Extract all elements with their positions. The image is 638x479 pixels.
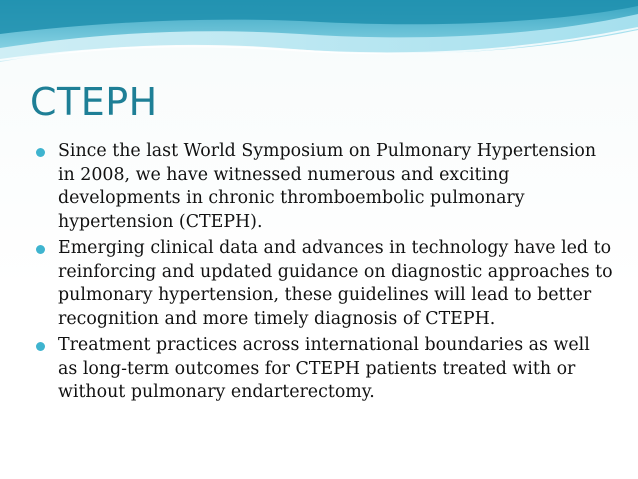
bullet-text: Since the last World Symposium on Pulmonary Hypertension in 2008, we have witnessed numerous and exciting developments in chronic thromboembolic pulmonary hypertension (CTEPH).: [58, 141, 597, 232]
header-wave-decoration: [0, 0, 638, 80]
bullet-text: Treatment practices across international boundaries as well as long-term outcomes for CTEPH patients treated with or without pulmonary endarterectomy.: [58, 335, 590, 402]
bullet-dot-icon: [36, 245, 45, 254]
bullet-dot-icon: [36, 342, 45, 351]
bullet-dot-icon: [36, 148, 45, 157]
bullet-text: Emerging clinical data and advances in technology have led to reinforcing and updated guidance on diagnostic approaches to pulmonary hypertension, these guidelines will lead to better recognition and more timely diagnosis of CTEPH.: [58, 238, 613, 329]
bullet-item: [36, 140, 614, 234]
bullet-item: [36, 334, 614, 405]
slide-title: CTEPH: [30, 80, 158, 124]
bullet-list: [36, 140, 614, 408]
bullet-item: [36, 237, 614, 331]
